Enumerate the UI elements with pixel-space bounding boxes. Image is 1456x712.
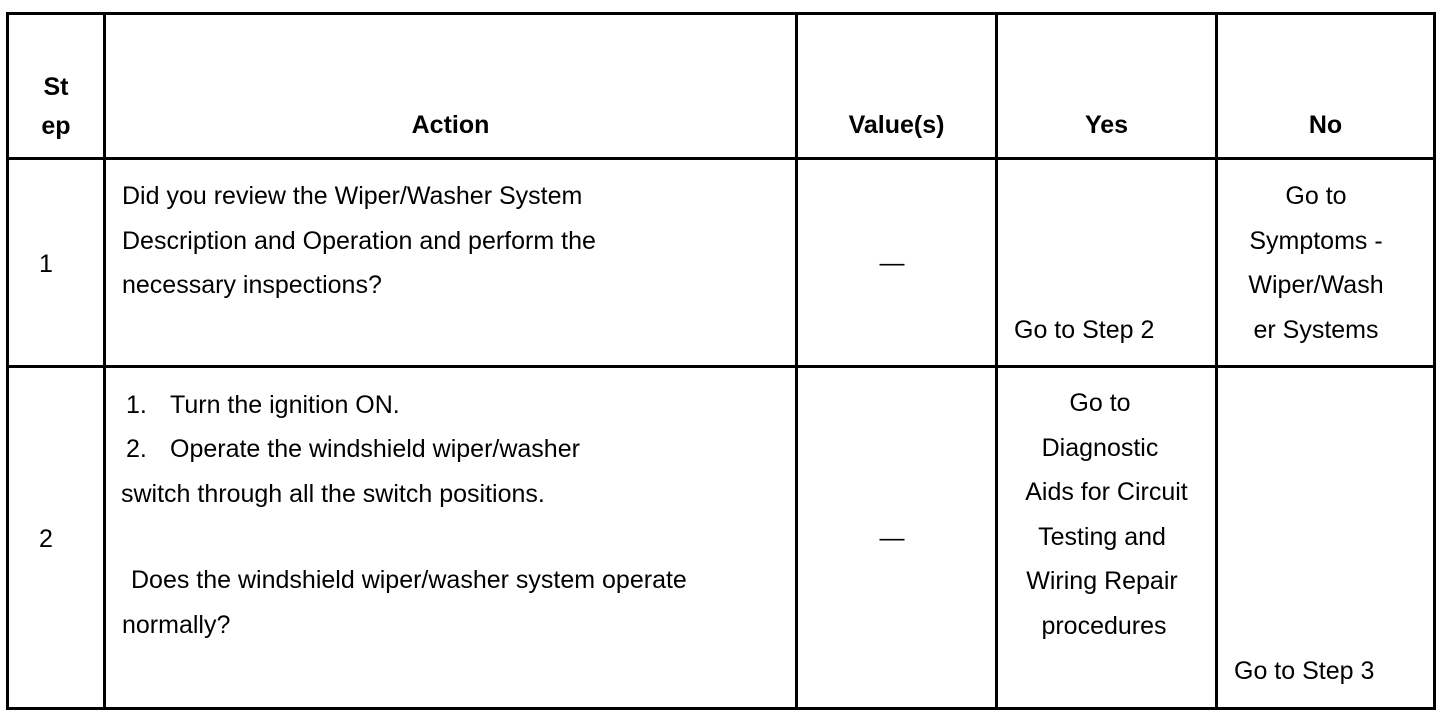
row1-no-line1[interactable]: Go to [1285,182,1347,210]
row1-no-line2[interactable]: Symptoms - [1249,227,1383,255]
row2-yes-line6[interactable]: procedures [1041,612,1167,640]
table-border-top [7,12,1436,15]
header-action: Action [411,111,490,139]
table-row-divider-header [7,157,1436,160]
header-step-line1: St [43,73,69,101]
row2-yes-line1[interactable]: Go to [1069,389,1131,417]
header-yes: Yes [1084,111,1129,139]
row1-action-line1: Did you review the Wiper/Washer System [122,182,583,210]
row2-question-line1: Does the windshield wiper/washer system operate [131,566,687,594]
row2-value: — [879,524,905,552]
table-border-bottom [7,707,1436,710]
header-step-line2: ep [41,112,71,140]
row2-item2-number: 2. [126,435,147,463]
row2-question-line2: normally? [122,611,231,639]
row1-yes-link[interactable]: Go to Step 2 [1014,316,1155,344]
row1-step: 1 [39,250,53,278]
row1-value: — [879,249,905,277]
row2-yes-line5[interactable]: Wiring Repair [1026,567,1178,595]
row1-action-line2: Description and Operation and perform the [122,227,596,255]
header-values: Value(s) [848,111,945,139]
row2-item1-text: Turn the ignition ON. [170,391,400,419]
table-border-right [1433,12,1436,710]
header-no: No [1308,111,1343,139]
row1-no-line4[interactable]: er Systems [1253,316,1379,344]
row2-no-link[interactable]: Go to Step 3 [1234,657,1375,685]
row2-action-continuation: switch through all the switch positions. [121,480,545,508]
row2-yes-line2[interactable]: Diagnostic [1041,434,1159,462]
row2-step: 2 [39,525,53,553]
row2-item2-text: Operate the windshield wiper/washer [170,435,580,463]
row2-item1-number: 1. [126,391,147,419]
row1-no-line3[interactable]: Wiper/Wash [1248,271,1384,299]
table-row-divider-1 [7,365,1436,368]
row2-yes-line4[interactable]: Testing and [1038,523,1166,551]
row1-action-line3: necessary inspections? [122,271,382,299]
row2-yes-line3[interactable]: Aids for Circuit [1025,478,1188,506]
